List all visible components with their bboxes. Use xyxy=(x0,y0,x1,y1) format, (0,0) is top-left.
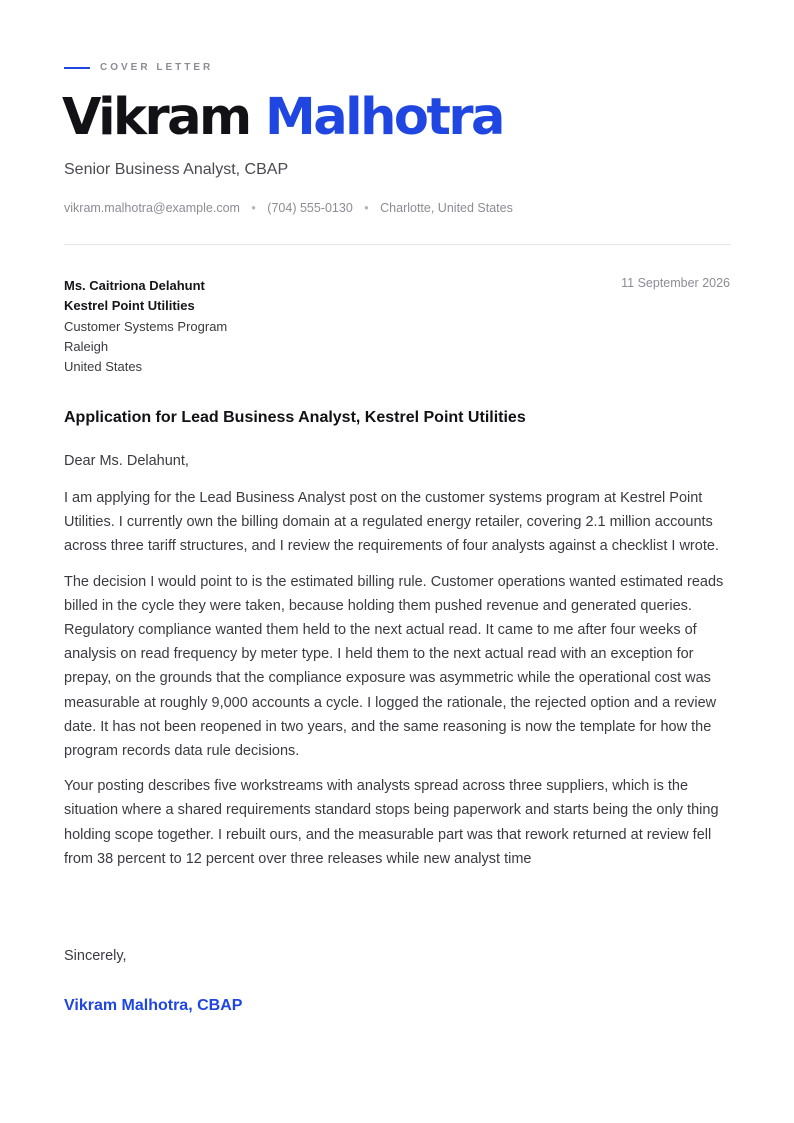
contact-email: vikram.malhotra@example.com xyxy=(64,201,240,215)
applicant-first-name: Vikram xyxy=(62,88,250,147)
recipient-name: Ms. Caitriona Delahunt xyxy=(64,278,205,293)
accent-rule xyxy=(64,67,90,69)
recipient-department: Customer Systems Program xyxy=(64,318,228,334)
contact-separator: • xyxy=(364,201,369,215)
recipient-country: United States xyxy=(64,359,143,375)
recipient-company: Kestrel Point Utilities xyxy=(64,298,195,314)
closing: Sincerely, xyxy=(64,948,127,964)
body-paragraph: Your posting describes five workstreams with analysts spread across three suppliers, which is the situation where a shared requirements standard stops being paperwork and starts being the only thing holding scope together. I rebuilt ours, and the measurable part was that rework returned at review fell from 38 percent to 12 percent over three releases while new analyst time xyxy=(64,778,719,867)
applicant-headline: Senior Business Analyst, CBAP xyxy=(64,161,289,178)
contact-separator: • xyxy=(251,201,256,215)
contact-line xyxy=(64,201,513,215)
contact-phone: (704) 555-0130 xyxy=(267,201,353,215)
applicant-last-name: Malhotra xyxy=(264,88,503,147)
letter-body xyxy=(64,486,732,881)
document-label-text: COVER LETTER xyxy=(100,62,214,73)
body-paragraph: I am applying for the Lead Business Analyst post on the customer systems program at Kestrel Point Utilities. I currently own the billing domain at a regulated energy retailer, covering 2.1 million accounts across three tariff structures, and I review the requirements of four analysts against a checklist I wrote. xyxy=(64,490,719,555)
document-label xyxy=(64,62,213,73)
recipient-city: Raleigh xyxy=(64,338,109,354)
salutation: Dear Ms. Delahunt, xyxy=(64,453,189,469)
applicant-name xyxy=(62,88,503,148)
header-divider xyxy=(64,244,730,245)
letter-date: 11 September 2026 xyxy=(621,276,730,290)
signature: Vikram Malhotra, CBAP xyxy=(64,997,243,1014)
body-paragraph: The decision I would point to is the estimated billing rule. Customer operations wanted estimated reads billed in the cycle they were taken, because holding them pushed revenue and generated queries. Regulatory compliance wanted them held to the next actual read. It came to me after four weeks of analysis on read frequency by meter type. I held them to the next actual read with an exception for prepay, on the grounds that the compliance exposure was asymmetric while the operational cost was measurable at roughly 9,000 accounts a cycle. I logged the rationale, the rejected option and a review date. It has not been reopened in two years, and the same reasoning is now the template for how the program records data rule decisions. xyxy=(64,573,724,760)
contact-location: Charlotte, United States xyxy=(380,201,513,215)
letter-subject: Application for Lead Business Analyst, Kestrel Point Utilities xyxy=(64,409,526,426)
recipient-block xyxy=(64,276,227,377)
